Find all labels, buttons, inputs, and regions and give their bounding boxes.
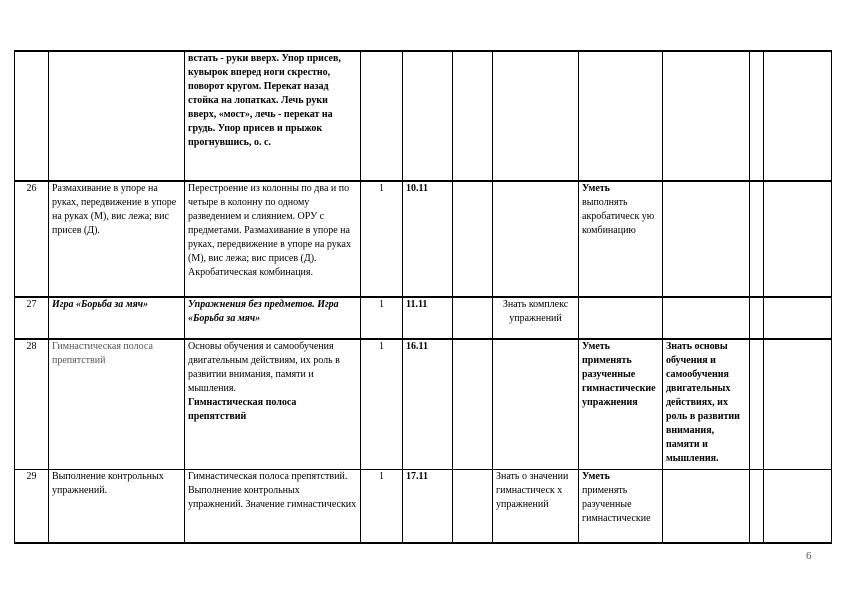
- skill-text: применять разученные гимнастические упражнения: [582, 355, 656, 408]
- lesson-content: Перестроение из колонны по два и по четыре в колонну по одному разведением и слиянием. ОРУ с предметами. Размахивание в упоре на руках, передвижение в упоре на руках (М), вис лежа; вис присев (Д). Акробатическая комбинация.: [185, 181, 361, 297]
- skill-text: применять разученные гимнастические: [582, 484, 651, 524]
- lesson-hours: 1: [361, 469, 403, 543]
- table-row: [15, 469, 832, 543]
- lesson-topic: Выполнение контрольных упражнений.: [49, 469, 185, 543]
- table-row: [15, 181, 832, 297]
- lesson-topic: Игра «Борьба за мяч»: [49, 297, 185, 339]
- lesson-content: [185, 469, 361, 543]
- knowledge-text: Знать о значении гимнастическ х упражнений: [493, 469, 579, 543]
- lesson-content-plain: Гимнастическая полоса препятствий.: [188, 470, 348, 482]
- knowledge-text: Знать комплекс упражнений: [493, 297, 579, 339]
- lesson-number: 26: [15, 181, 49, 297]
- skill-text: выполнять акробатическ ую комбинацию: [582, 197, 655, 236]
- page-number: 6: [806, 550, 812, 562]
- lesson-date: 11.11: [403, 297, 453, 339]
- lesson-number: 29: [15, 469, 49, 543]
- skill-cell: [579, 339, 663, 469]
- lesson-content: [185, 339, 361, 469]
- extra-knowledge: Знать основы обучения и самообучения двигательных действиях, их роль в развитии внимания, памяти и мышления.: [663, 339, 750, 469]
- skill-cell: [579, 181, 663, 297]
- lesson-content: Упражнения без предметов. Игра «Борьба за мяч»: [185, 297, 361, 339]
- skill-label: Уметь: [582, 470, 610, 482]
- lesson-content: встать - руки вверх. Упор присев, кувырок вперед ноги скрестно, поворот кругом. Перекат назад стойка на лопатках. Лечь руки вверх, «мост», лечь - перекат на грудь. Упор присев и прыжок прогнувшись, о. с.: [185, 51, 361, 181]
- skill-label: Уметь: [582, 183, 610, 194]
- lesson-date: 16.11: [403, 339, 453, 469]
- skill-label: Уметь: [582, 341, 610, 352]
- lesson-topic: Размахивание в упоре на руках, передвижение в упоре на руках (М), вис лежа; вис присев (Д).: [49, 181, 185, 297]
- lesson-plan-table: [14, 50, 832, 544]
- lesson-content-plain: Основы обучения и самообучения двигательным действиям, их роль в развитии внимания, памяти и мышления.: [188, 341, 340, 394]
- lesson-topic: Гимнастическая полоса препятствий: [49, 339, 185, 469]
- table-row: [15, 297, 832, 339]
- lesson-hours: 1: [361, 339, 403, 469]
- lesson-number: 28: [15, 339, 49, 469]
- lesson-date: 17.11: [403, 469, 453, 543]
- skill-cell: [579, 469, 663, 543]
- lesson-content-bold: Выполнение контрольных упражнений. Значение гимнастических: [188, 484, 357, 510]
- table-row: [15, 51, 832, 181]
- table-row: [15, 339, 832, 469]
- lesson-hours: 1: [361, 297, 403, 339]
- lesson-content-bold: Гимнастическая полоса препятствий: [188, 397, 297, 422]
- lesson-hours: 1: [361, 181, 403, 297]
- lesson-number: 27: [15, 297, 49, 339]
- lesson-date: 10.11: [403, 181, 453, 297]
